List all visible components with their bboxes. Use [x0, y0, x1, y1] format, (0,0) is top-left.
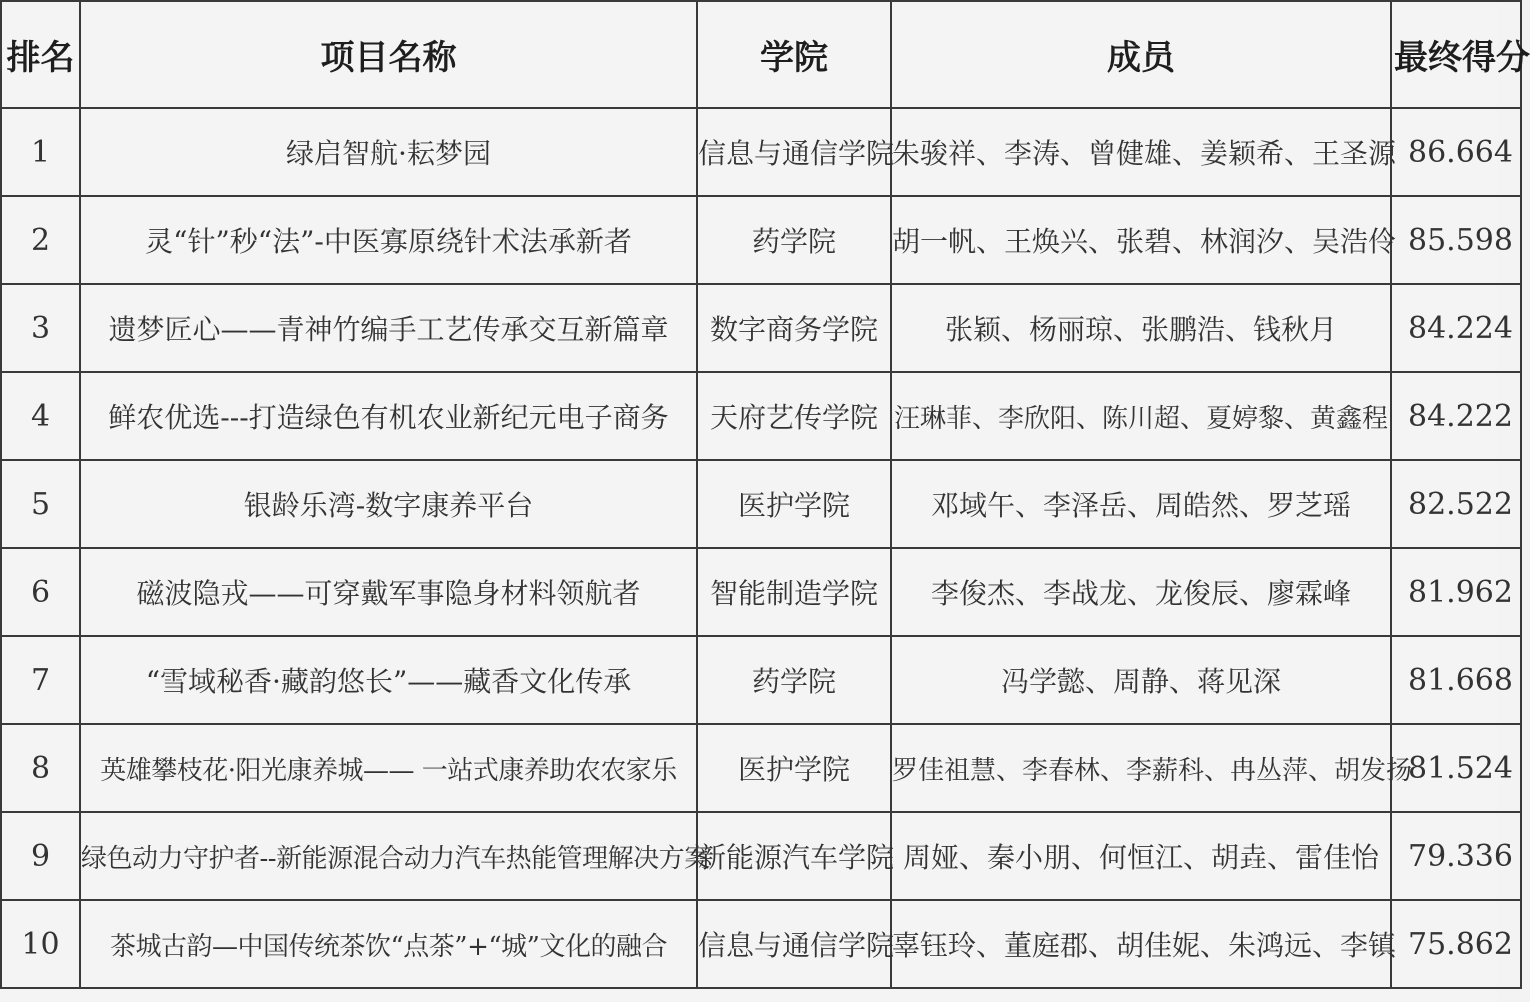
members-cell: 冯学懿、周静、蒋见深 — [891, 636, 1391, 724]
college-cell: 天府艺传学院 — [697, 372, 891, 460]
college-cell: 智能制造学院 — [697, 548, 891, 636]
table-row — [1, 196, 1521, 284]
score-cell: 84.224 — [1391, 284, 1521, 372]
rank-cell: 2 — [1, 196, 80, 284]
project-cell: 遗梦匠心——青神竹编手工艺传承交互新篇章 — [80, 284, 697, 372]
members-cell: 邓域午、李泽岳、周皓然、罗芝瑶 — [891, 460, 1391, 548]
project-cell: 英雄攀枝花·阳光康养城—— 一站式康养助农农家乐 — [80, 724, 697, 812]
header-college: 学院 — [697, 1, 891, 108]
header-score: 最终得分 — [1391, 1, 1521, 108]
table-row — [1, 108, 1521, 196]
table-row — [1, 460, 1521, 548]
members-cell: 罗佳祖慧、李春林、李薪科、冉丛萍、胡发扬 — [891, 724, 1391, 812]
table-row — [1, 284, 1521, 372]
rank-cell: 10 — [1, 900, 80, 988]
rank-cell: 4 — [1, 372, 80, 460]
college-cell: 信息与通信学院 — [697, 108, 891, 196]
score-cell: 79.336 — [1391, 812, 1521, 900]
members-cell: 胡一帆、王焕兴、张碧、林润汐、吴浩伶 — [891, 196, 1391, 284]
members-cell: 汪琳菲、李欣阳、陈川超、夏婷黎、黄鑫程 — [891, 372, 1391, 460]
project-cell: 磁波隐戎——可穿戴军事隐身材料领航者 — [80, 548, 697, 636]
project-cell: “雪域秘香·藏韵悠长”——藏香文化传承 — [80, 636, 697, 724]
header-members: 成员 — [891, 1, 1391, 108]
college-cell: 药学院 — [697, 636, 891, 724]
table-row — [1, 724, 1521, 812]
project-cell: 灵“针”秒“法”-中医寡原绕针术法承新者 — [80, 196, 697, 284]
header-row — [1, 1, 1521, 108]
rank-cell: 9 — [1, 812, 80, 900]
project-cell: 茶城古韵—中国传统茶饮“点茶”+“城”文化的融合 — [80, 900, 697, 988]
project-cell: 绿色动力守护者--新能源混合动力汽车热能管理解决方案 — [80, 812, 697, 900]
members-cell: 朱骏祥、李涛、曾健雄、姜颖希、王圣源 — [891, 108, 1391, 196]
score-cell: 81.524 — [1391, 724, 1521, 812]
rank-cell: 6 — [1, 548, 80, 636]
score-cell: 86.664 — [1391, 108, 1521, 196]
table-row — [1, 812, 1521, 900]
members-cell: 周娅、秦小朋、何恒江、胡垚、雷佳怡 — [891, 812, 1391, 900]
college-cell: 数字商务学院 — [697, 284, 891, 372]
college-cell: 药学院 — [697, 196, 891, 284]
members-cell: 辜钰玲、董庭郡、胡佳妮、朱鸿远、李镇 — [891, 900, 1391, 988]
project-cell: 银龄乐湾-数字康养平台 — [80, 460, 697, 548]
table-row — [1, 372, 1521, 460]
score-cell: 84.222 — [1391, 372, 1521, 460]
table-row — [1, 636, 1521, 724]
college-cell: 医护学院 — [697, 724, 891, 812]
header-rank: 排名 — [1, 1, 80, 108]
rank-cell: 7 — [1, 636, 80, 724]
score-cell: 85.598 — [1391, 196, 1521, 284]
rank-cell: 5 — [1, 460, 80, 548]
header-project: 项目名称 — [80, 1, 697, 108]
rank-cell: 1 — [1, 108, 80, 196]
score-cell: 82.522 — [1391, 460, 1521, 548]
score-cell: 75.862 — [1391, 900, 1521, 988]
rank-cell: 8 — [1, 724, 80, 812]
members-cell: 李俊杰、李战龙、龙俊辰、廖霖峰 — [891, 548, 1391, 636]
score-cell: 81.962 — [1391, 548, 1521, 636]
college-cell: 医护学院 — [697, 460, 891, 548]
college-cell: 新能源汽车学院 — [697, 812, 891, 900]
college-cell: 信息与通信学院 — [697, 900, 891, 988]
score-cell: 81.668 — [1391, 636, 1521, 724]
project-cell: 绿启智航·耘梦园 — [80, 108, 697, 196]
table-row — [1, 900, 1521, 988]
project-cell: 鲜农优选---打造绿色有机农业新纪元电子商务 — [80, 372, 697, 460]
table-row — [1, 548, 1521, 636]
rank-cell: 3 — [1, 284, 80, 372]
members-cell: 张颖、杨丽琼、张鹏浩、钱秋月 — [891, 284, 1391, 372]
